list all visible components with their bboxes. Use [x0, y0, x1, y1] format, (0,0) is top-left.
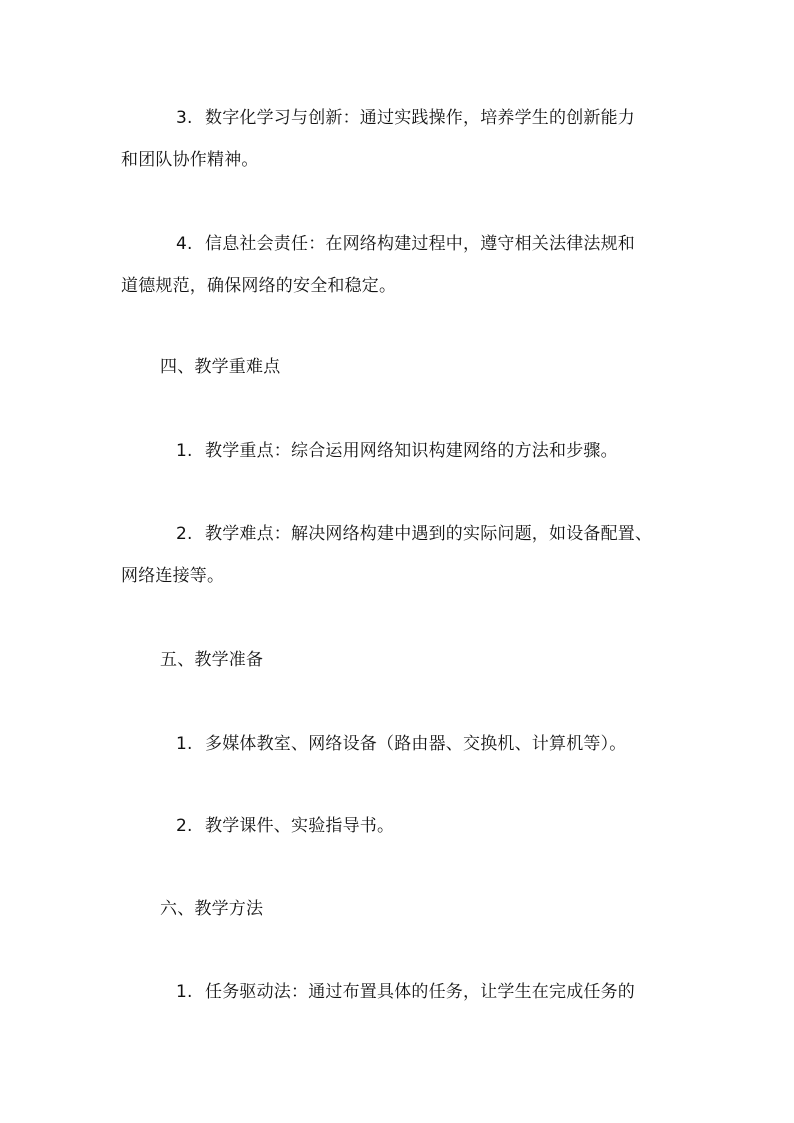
list-text: 数字化学习与创新：通过实践操作，培养学生的创新能力: [205, 108, 635, 128]
section-6-item-1: [176, 982, 635, 1002]
list-number: 3.: [176, 108, 193, 128]
section-heading-4: 四、教学重难点: [160, 357, 281, 377]
section-5-item-1: [176, 734, 627, 754]
section-heading-5: 五、教学准备: [160, 650, 264, 670]
list-text: 教学难点：解决网络构建中遇到的实际问题，如设备配置、: [205, 524, 653, 544]
section-4-item-2-line-1: [176, 524, 652, 544]
list-text: 教学课件、实验指导书。: [205, 816, 395, 836]
list-item-3-line-2: 和团队协作精神。: [121, 150, 259, 170]
list-text: 多媒体教室、网络设备（路由器、交换机、计算机等）。: [205, 734, 627, 754]
list-number: 1.: [176, 734, 193, 754]
list-item-3-line-1: [176, 108, 635, 128]
list-number: 1.: [176, 982, 193, 1002]
list-item-4-line-2: 道德规范，确保网络的安全和稳定。: [121, 276, 397, 296]
section-heading-6: 六、教学方法: [160, 899, 264, 919]
list-text: 信息社会责任：在网络构建过程中，遵守相关法律法规和: [205, 234, 635, 254]
list-number: 4.: [176, 234, 193, 254]
list-text: 任务驱动法：通过布置具体的任务，让学生在完成任务的: [205, 982, 635, 1002]
section-5-item-2: [176, 816, 394, 836]
list-number: 2.: [176, 524, 193, 544]
list-number: 1.: [176, 441, 193, 461]
section-4-item-1: [176, 441, 618, 461]
section-4-item-2-line-2: 网络连接等。: [121, 566, 225, 586]
list-item-4-line-1: [176, 234, 635, 254]
list-text: 教学重点：综合运用网络知识构建网络的方法和步骤。: [205, 441, 618, 461]
list-number: 2.: [176, 816, 193, 836]
